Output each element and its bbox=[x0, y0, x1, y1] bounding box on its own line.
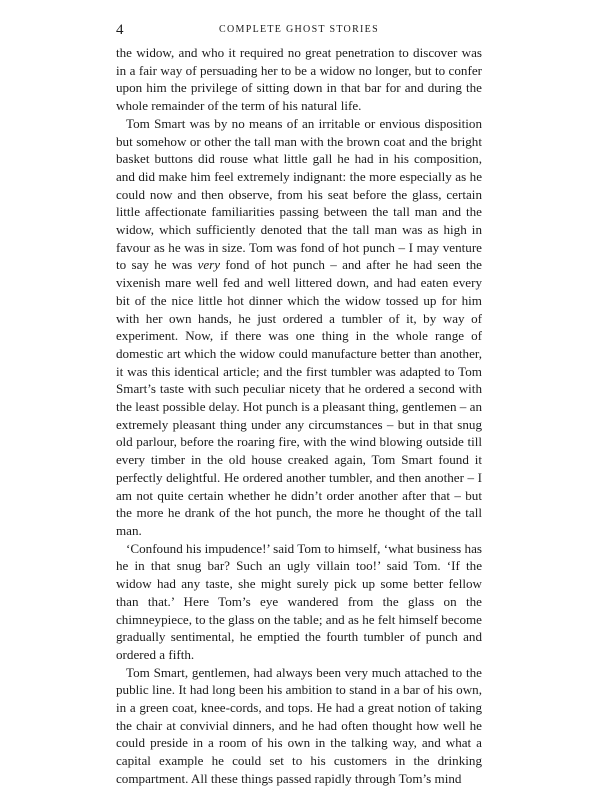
running-head bbox=[116, 20, 482, 44]
body-text bbox=[116, 44, 482, 788]
paragraph-1: the widow, and who it required no great penetration to discover was in a fair way of persuading her to be a widow no longer, but to confer upon him the privilege of sitting down in that bar for and during the whole remainder of the term of his natural life. bbox=[116, 45, 482, 114]
paragraph-3: ‘Confound his impudence!’ said Tom to himself, ‘what business has he in that snug bar? Such an ugly villain too!’ said Tom. ‘If the widow had any taste, she might surely pick up some better fellow than that.’ Here Tom’s eye wandered from the glass on the chimneypiece, to the glass on the table; and as he felt himself become gradually sentimental, he emptied the fourth tumbler of punch and ordered a fifth. bbox=[116, 540, 482, 662]
page-number: 4 bbox=[116, 22, 124, 38]
paragraph-2-text: Tom Smart was by no means of an irritable or envious disposition but somehow or other the tall man with the brown coat and the bright basket buttons did rouse what little gall he had in his composition, and did make him feel extremely indignant: the more especially as he could now and then observe, from his seat before the glass, certain little affectionate familiarities passing between the tall man and the widow, which sufficiently denoted that the tall man was as high in favour as he was in size. Tom was fond of hot punch – I may venture to say he was bbox=[116, 115, 482, 273]
book-page bbox=[116, 20, 482, 788]
paragraph-2-emphasis: very bbox=[197, 257, 221, 273]
running-head-title: COMPLETE GHOST STORIES bbox=[219, 24, 379, 35]
paragraph-2-text-continued: fond of hot punch – and after he had seen the vixenish mare well fed and well littered down, and had eaten every bit of the nice little hot dinner which the widow tossed up for him with her own hands, he just ordered a tumbler of it, by way of experiment. Now, if there was one thing in the whole range of domestic art which the widow could manufacture better than another, it was this identical article; and the first tumbler was adapted to Tom Smart’s taste with such peculiar nicety that he ordered a second with the least possible delay. Hot punch is a pleasant thing, gentlemen – an extremely pleasant thing under any circumstances – but in that snug old parlour, before the roaring fire, with the wind blowing outside till every timber in the old house creaked again, Tom Smart found it perfectly delightful. He ordered another tumbler, and then another – I am not quite certain whether he didn’t order another after that – but the more he drank of the hot punch, the more he thought of the tall man. bbox=[116, 257, 482, 538]
paragraph-4: Tom Smart, gentlemen, had always been very much attached to the public line. It had long been his ambition to stand in a bar of his own, in a green coat, knee-cords, and tops. He had a great notion of taking the chair at convivial dinners, and he had often thought how well he could preside in a room of his own in the talking way, and what a capital example he could set to his customers in the drinking compartment. All these things passed rapidly through Tom’s mind bbox=[116, 664, 482, 786]
paragraph-2 bbox=[116, 115, 482, 540]
